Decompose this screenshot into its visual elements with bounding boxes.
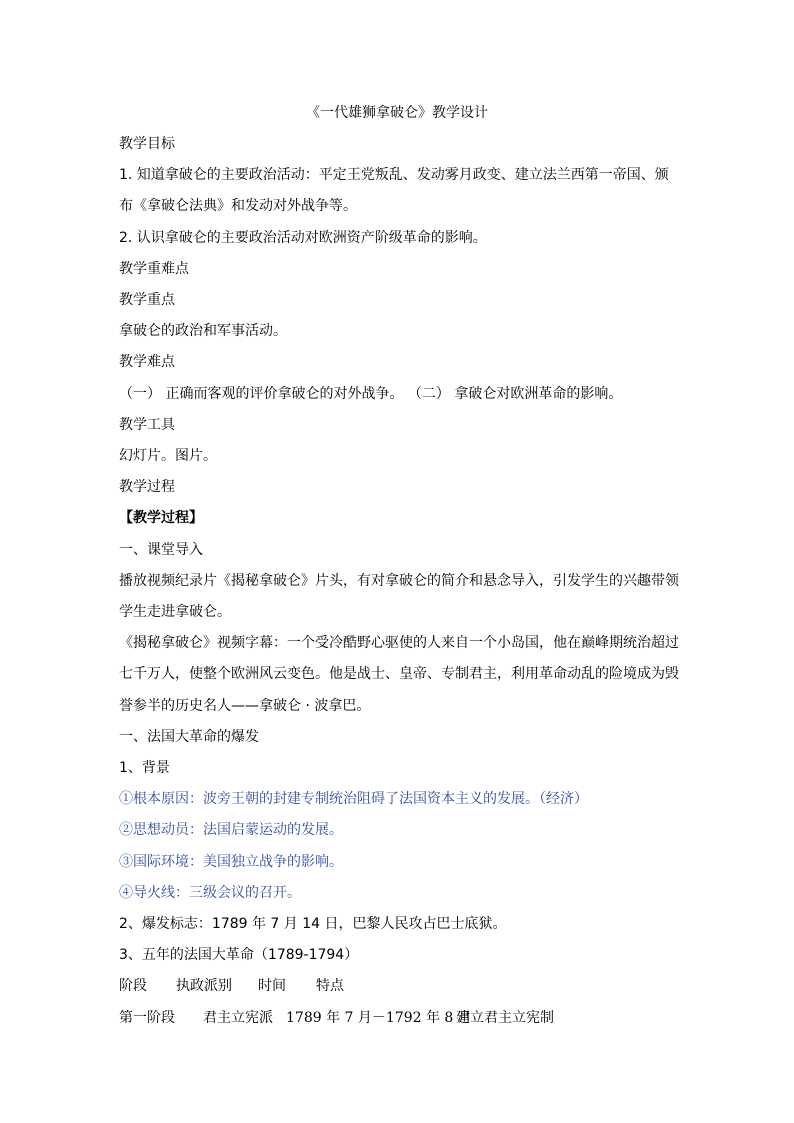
outbreak-sign: 2、爆发标志：1789 年 7 月 14 日，巴黎人民攻占巴士底狱。 (119, 916, 507, 932)
background-item-3: ③国际环境：美国独立战争的影响。 (119, 854, 343, 870)
section-class-intro: 一、课堂导入 (119, 542, 203, 558)
table-cell-time: 1789 年 7 月－1792 年 8 月 (286, 1010, 472, 1026)
table-cell-stage: 第一阶段 (119, 1010, 175, 1026)
background-item-1: ①根本原因：波旁王朝的封建专制统治阻碍了法国资本主义的发展。（经济） (119, 791, 588, 807)
bracket-heading-teaching-process: 【教学过程】 (119, 510, 203, 526)
table-header-feature: 特点 (316, 978, 344, 994)
document-title: 《一代雄狮拿破仑》教学设计 (306, 105, 488, 121)
background-item-4: ④导火线：三级会议的召开。 (119, 885, 301, 901)
key-points-text: 拿破仑的政治和军事活动。 (119, 323, 287, 339)
heading-difficult-points: 教学难点 (119, 354, 175, 370)
heading-key-points: 教学重点 (119, 292, 175, 308)
goal-1-line-1: 1. 知道拿破仑的主要政治活动：平定王党叛乱、发动雾月政变、建立法兰西第一帝国、颁 (119, 167, 669, 183)
section-french-revolution: 一、法国大革命的爆发 (119, 729, 259, 745)
background-item-2: ②思想动员：法国启蒙运动的发展。 (119, 822, 343, 838)
difficult-points-text: （一） 正确而客观的评价拿破仑的对外战争。 （二） 拿破仑对欧洲革命的影响。 (119, 386, 623, 402)
five-year-revolution: 3、五年的法国大革命（1789-1794） (119, 947, 359, 963)
subtitle-paragraph-line-2: 七千万人，使整个欧洲风云变色。他是战士、皇帝、专制君主，利用革命动乱的险境成为毁 (119, 666, 679, 682)
heading-teaching-goals: 教学目标 (119, 136, 175, 152)
intro-paragraph-line-2: 学生走进拿破仑。 (119, 604, 231, 620)
heading-key-difficult-points: 教学重难点 (119, 261, 189, 277)
heading-teaching-tools: 教学工具 (119, 417, 175, 433)
teaching-tools-text: 幻灯片。图片。 (119, 448, 217, 464)
subtitle-paragraph-line-1: 《揭秘拿破仑》视频字幕：一个受冷酷野心驱使的人来自一个小岛国，他在巅峰期统治超过 (119, 635, 679, 651)
table-header-stage: 阶段 (119, 978, 147, 994)
subsection-background: 1、背景 (119, 760, 170, 776)
table-cell-faction: 君主立宪派 (203, 1010, 273, 1026)
table-header-time: 时间 (258, 978, 286, 994)
goal-1-line-2: 布《拿破仑法典》和发动对外战争等。 (119, 198, 357, 214)
goal-2: 2. 认识拿破仑的主要政治活动对欧洲资产阶级革命的影响。 (119, 230, 487, 246)
subtitle-paragraph-line-3: 誉参半的历史名人——拿破仑 · 波拿巴。 (119, 698, 371, 714)
table-cell-feature: 建立君主立宪制 (456, 1010, 554, 1026)
table-header-faction: 执政派别 (176, 978, 232, 994)
intro-paragraph-line-1: 播放视频纪录片《揭秘拿破仑》片头，有对拿破仑的简介和悬念导入，引发学生的兴趣带领 (119, 573, 679, 589)
heading-teaching-process: 教学过程 (119, 479, 175, 495)
